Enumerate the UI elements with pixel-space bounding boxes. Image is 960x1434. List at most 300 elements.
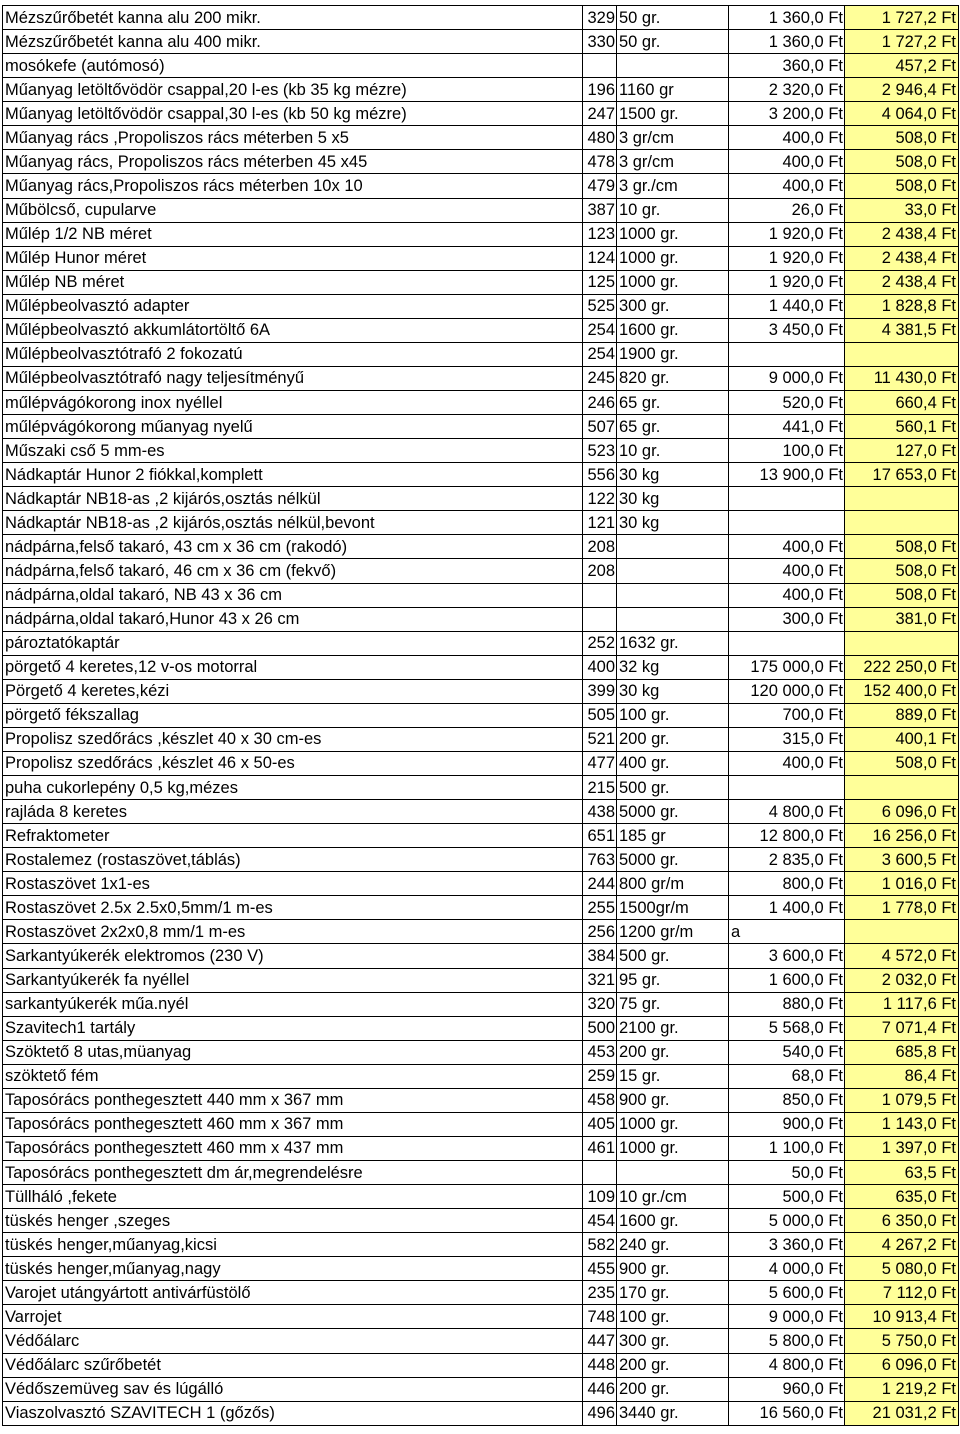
product-name-cell: tüskés henger ,szeges <box>3 1209 583 1233</box>
weight-cell: 1000 gr. <box>617 246 729 270</box>
table-row <box>3 1257 959 1281</box>
gross-price-cell: 508,0 Ft <box>845 174 959 198</box>
item-code-cell: 507 <box>583 415 617 439</box>
weight-cell: 1000 gr. <box>617 1112 729 1136</box>
net-price-cell: 3 600,0 Ft <box>729 944 845 968</box>
weight-cell: 200 gr. <box>617 1377 729 1401</box>
item-code-cell <box>583 583 617 607</box>
item-code-cell: 122 <box>583 487 617 511</box>
product-name-cell: Nádkaptár NB18-as ,2 kijárós,osztás nélkül <box>3 487 583 511</box>
product-name-cell: Műanyag rács,Propoliszos rács méterben 10x 10 <box>3 174 583 198</box>
table-row <box>3 150 959 174</box>
weight-cell: 900 gr. <box>617 1088 729 1112</box>
gross-price-cell: 1 727,2 Ft <box>845 30 959 54</box>
table-row <box>3 222 959 246</box>
product-name-cell: Műlépbeolvasztó akkumlátortöltő 6A <box>3 318 583 342</box>
gross-price-cell: 2 946,4 Ft <box>845 78 959 102</box>
gross-price-cell <box>845 631 959 655</box>
net-price-cell: 9 000,0 Ft <box>729 1305 845 1329</box>
gross-price-cell: 6 096,0 Ft <box>845 1353 959 1377</box>
item-code-cell: 478 <box>583 150 617 174</box>
weight-cell: 200 gr. <box>617 1353 729 1377</box>
net-price-cell: 9 000,0 Ft <box>729 366 845 390</box>
gross-price-cell <box>845 920 959 944</box>
gross-price-cell: 400,1 Ft <box>845 727 959 751</box>
product-name-cell: Műanyag rács, Propoliszos rács méterben 45 x45 <box>3 150 583 174</box>
net-price-cell: 68,0 Ft <box>729 1064 845 1088</box>
product-name-cell: Nádkaptár Hunor 2 fiókkal,komplett <box>3 463 583 487</box>
item-code-cell: 320 <box>583 992 617 1016</box>
net-price-cell: 960,0 Ft <box>729 1377 845 1401</box>
product-name-cell: Mézszűrőbetét kanna alu 200 mikr. <box>3 6 583 30</box>
weight-cell: 1900 gr. <box>617 342 729 366</box>
item-code-cell: 254 <box>583 318 617 342</box>
table-row <box>3 1064 959 1088</box>
net-price-cell: 1 400,0 Ft <box>729 896 845 920</box>
weight-cell: 900 gr. <box>617 1257 729 1281</box>
product-name-cell: Nádkaptár NB18-as ,2 kijárós,osztás nélkül,bevont <box>3 511 583 535</box>
net-price-cell: 26,0 Ft <box>729 198 845 222</box>
product-name-cell: Refraktometer <box>3 824 583 848</box>
product-name-cell: Védőálarc <box>3 1329 583 1353</box>
item-code-cell: 321 <box>583 968 617 992</box>
gross-price-cell: 7 112,0 Ft <box>845 1281 959 1305</box>
table-row <box>3 174 959 198</box>
weight-cell: 1600 gr. <box>617 318 729 342</box>
table-row <box>3 631 959 655</box>
net-price-cell: 13 900,0 Ft <box>729 463 845 487</box>
item-code-cell: 448 <box>583 1353 617 1377</box>
net-price-cell: 1 100,0 Ft <box>729 1136 845 1160</box>
product-name-cell: Műlép NB méret <box>3 270 583 294</box>
table-row <box>3 415 959 439</box>
item-code-cell: 235 <box>583 1281 617 1305</box>
table-row <box>3 920 959 944</box>
table-row <box>3 126 959 150</box>
weight-cell: 75 gr. <box>617 992 729 1016</box>
table-row <box>3 30 959 54</box>
item-code-cell: 447 <box>583 1329 617 1353</box>
item-code-cell: 461 <box>583 1136 617 1160</box>
table-row <box>3 78 959 102</box>
net-price-cell: 4 000,0 Ft <box>729 1257 845 1281</box>
gross-price-cell: 3 600,5 Ft <box>845 848 959 872</box>
item-code-cell: 763 <box>583 848 617 872</box>
product-name-cell: Tüllháló ,fekete <box>3 1185 583 1209</box>
table-row <box>3 583 959 607</box>
weight-cell <box>617 1161 729 1185</box>
item-code-cell: 400 <box>583 655 617 679</box>
gross-price-cell: 5 080,0 Ft <box>845 1257 959 1281</box>
weight-cell: 300 gr. <box>617 294 729 318</box>
table-row <box>3 1209 959 1233</box>
product-name-cell: Műanyag letöltővödör csappal,30 l-es (kb 50 kg mézre) <box>3 102 583 126</box>
weight-cell: 3 gr./cm <box>617 174 729 198</box>
net-price-cell: 400,0 Ft <box>729 751 845 775</box>
weight-cell: 400 gr. <box>617 751 729 775</box>
table-row <box>3 800 959 824</box>
weight-cell <box>617 607 729 631</box>
gross-price-cell <box>845 342 959 366</box>
table-row <box>3 6 959 30</box>
gross-price-cell: 508,0 Ft <box>845 559 959 583</box>
net-price-cell: 400,0 Ft <box>729 150 845 174</box>
net-price-cell: 1 920,0 Ft <box>729 246 845 270</box>
item-code-cell: 259 <box>583 1064 617 1088</box>
weight-cell: 1200 gr/m <box>617 920 729 944</box>
product-name-cell: Propolisz szedőrács ,készlet 40 x 30 cm-es <box>3 727 583 751</box>
item-code-cell: 123 <box>583 222 617 246</box>
gross-price-cell: 222 250,0 Ft <box>845 655 959 679</box>
weight-cell: 50 gr. <box>617 6 729 30</box>
gross-price-cell: 1 143,0 Ft <box>845 1112 959 1136</box>
item-code-cell <box>583 607 617 631</box>
table-row <box>3 1281 959 1305</box>
weight-cell: 1500 gr. <box>617 102 729 126</box>
gross-price-cell: 381,0 Ft <box>845 607 959 631</box>
gross-price-cell: 1 117,6 Ft <box>845 992 959 1016</box>
weight-cell: 1000 gr. <box>617 270 729 294</box>
table-row <box>3 318 959 342</box>
net-price-cell: 5 800,0 Ft <box>729 1329 845 1353</box>
item-code-cell: 244 <box>583 872 617 896</box>
item-code-cell: 255 <box>583 896 617 920</box>
table-row <box>3 679 959 703</box>
gross-price-cell: 508,0 Ft <box>845 535 959 559</box>
net-price-cell: 400,0 Ft <box>729 535 845 559</box>
table-row <box>3 1329 959 1353</box>
product-name-cell: Szöktető 8 utas,müanyag <box>3 1040 583 1064</box>
gross-price-cell: 86,4 Ft <box>845 1064 959 1088</box>
weight-cell: 1600 gr. <box>617 1209 729 1233</box>
table-row <box>3 968 959 992</box>
item-code-cell: 446 <box>583 1377 617 1401</box>
net-price-cell: 5 568,0 Ft <box>729 1016 845 1040</box>
weight-cell: 1160 gr <box>617 78 729 102</box>
gross-price-cell: 2 438,4 Ft <box>845 246 959 270</box>
item-code-cell: 556 <box>583 463 617 487</box>
table-row <box>3 727 959 751</box>
item-code-cell: 208 <box>583 559 617 583</box>
item-code-cell: 438 <box>583 800 617 824</box>
gross-price-cell: 4 064,0 Ft <box>845 102 959 126</box>
weight-cell: 1000 gr. <box>617 1136 729 1160</box>
weight-cell: 32 kg <box>617 655 729 679</box>
gross-price-cell <box>845 511 959 535</box>
net-price-cell: 540,0 Ft <box>729 1040 845 1064</box>
net-price-cell: 441,0 Ft <box>729 415 845 439</box>
table-row <box>3 1088 959 1112</box>
product-name-cell: műlépvágókorong inox nyéllel <box>3 391 583 415</box>
product-name-cell: pörgető fékszallag <box>3 703 583 727</box>
table-row <box>3 391 959 415</box>
gross-price-cell: 457,2 Ft <box>845 54 959 78</box>
net-price-cell <box>729 776 845 800</box>
product-name-cell: mosókefe (autómosó) <box>3 54 583 78</box>
net-price-cell: 1 920,0 Ft <box>729 270 845 294</box>
net-price-cell: 3 450,0 Ft <box>729 318 845 342</box>
gross-price-cell: 10 913,4 Ft <box>845 1305 959 1329</box>
gross-price-cell: 16 256,0 Ft <box>845 824 959 848</box>
item-code-cell: 247 <box>583 102 617 126</box>
net-price-cell: 50,0 Ft <box>729 1161 845 1185</box>
net-price-cell: 120 000,0 Ft <box>729 679 845 703</box>
net-price-cell: 100,0 Ft <box>729 439 845 463</box>
weight-cell: 10 gr. <box>617 198 729 222</box>
item-code-cell: 254 <box>583 342 617 366</box>
net-price-cell: 360,0 Ft <box>729 54 845 78</box>
product-name-cell: Varrojet <box>3 1305 583 1329</box>
table-row <box>3 1401 959 1425</box>
net-price-cell <box>729 342 845 366</box>
item-code-cell: 252 <box>583 631 617 655</box>
net-price-cell: 700,0 Ft <box>729 703 845 727</box>
weight-cell <box>617 54 729 78</box>
table-row <box>3 342 959 366</box>
item-code-cell: 256 <box>583 920 617 944</box>
product-name-cell: Pörgető 4 keretes,kézi <box>3 679 583 703</box>
gross-price-cell: 1 219,2 Ft <box>845 1377 959 1401</box>
item-code-cell: 215 <box>583 776 617 800</box>
weight-cell: 2100 gr. <box>617 1016 729 1040</box>
item-code-cell: 405 <box>583 1112 617 1136</box>
table-row <box>3 559 959 583</box>
table-row <box>3 992 959 1016</box>
table-row <box>3 776 959 800</box>
gross-price-cell: 2 438,4 Ft <box>845 270 959 294</box>
product-name-cell: rajláda 8 keretes <box>3 800 583 824</box>
net-price-cell: 2 320,0 Ft <box>729 78 845 102</box>
weight-cell: 170 gr. <box>617 1281 729 1305</box>
gross-price-cell: 152 400,0 Ft <box>845 679 959 703</box>
table-row <box>3 198 959 222</box>
net-price-cell <box>729 511 845 535</box>
table-row <box>3 102 959 126</box>
product-name-cell: Védőszemüveg sav és lúgálló <box>3 1377 583 1401</box>
weight-cell: 1000 gr. <box>617 222 729 246</box>
weight-cell: 30 kg <box>617 463 729 487</box>
product-name-cell: Műlépbeolvasztó adapter <box>3 294 583 318</box>
product-name-cell: Mézszűrőbetét kanna alu 400 mikr. <box>3 30 583 54</box>
product-name-cell: nádpárna,felső takaró, 46 cm x 36 cm (fekvő) <box>3 559 583 583</box>
table-row <box>3 511 959 535</box>
item-code-cell: 479 <box>583 174 617 198</box>
product-name-cell: tüskés henger,műanyag,kicsi <box>3 1233 583 1257</box>
net-price-cell: 900,0 Ft <box>729 1112 845 1136</box>
gross-price-cell: 635,0 Ft <box>845 1185 959 1209</box>
price-list-body <box>3 6 959 1426</box>
item-code-cell: 458 <box>583 1088 617 1112</box>
weight-cell: 820 gr. <box>617 366 729 390</box>
item-code-cell: 384 <box>583 944 617 968</box>
product-name-cell: Rostaszövet 2.5x 2.5x0,5mm/1 m-es <box>3 896 583 920</box>
item-code-cell: 500 <box>583 1016 617 1040</box>
net-price-cell: 175 000,0 Ft <box>729 655 845 679</box>
table-row <box>3 824 959 848</box>
item-code-cell: 521 <box>583 727 617 751</box>
item-code-cell: 329 <box>583 6 617 30</box>
product-name-cell: Sarkantyúkerék elektromos (230 V) <box>3 944 583 968</box>
net-price-cell: 400,0 Ft <box>729 583 845 607</box>
item-code-cell: 121 <box>583 511 617 535</box>
net-price-cell: 1 920,0 Ft <box>729 222 845 246</box>
table-row <box>3 1040 959 1064</box>
product-name-cell: tüskés henger,műanyag,nagy <box>3 1257 583 1281</box>
weight-cell: 240 gr. <box>617 1233 729 1257</box>
table-row <box>3 1233 959 1257</box>
net-price-cell: 300,0 Ft <box>729 607 845 631</box>
weight-cell: 5000 gr. <box>617 848 729 872</box>
net-price-cell: 400,0 Ft <box>729 559 845 583</box>
net-price-cell: 5 600,0 Ft <box>729 1281 845 1305</box>
product-name-cell: pároztatókaptár <box>3 631 583 655</box>
net-price-cell: 3 360,0 Ft <box>729 1233 845 1257</box>
gross-price-cell: 508,0 Ft <box>845 583 959 607</box>
item-code-cell: 582 <box>583 1233 617 1257</box>
net-price-cell: 880,0 Ft <box>729 992 845 1016</box>
table-row <box>3 487 959 511</box>
item-code-cell: 245 <box>583 366 617 390</box>
table-row <box>3 1016 959 1040</box>
product-name-cell: Műlépbeolvasztótrafó nagy teljesítményű <box>3 366 583 390</box>
gross-price-cell: 1 397,0 Ft <box>845 1136 959 1160</box>
gross-price-cell: 6 350,0 Ft <box>845 1209 959 1233</box>
item-code-cell: 109 <box>583 1185 617 1209</box>
net-price-cell: 2 835,0 Ft <box>729 848 845 872</box>
table-row <box>3 655 959 679</box>
gross-price-cell: 1 079,5 Ft <box>845 1088 959 1112</box>
net-price-cell: 1 440,0 Ft <box>729 294 845 318</box>
item-code-cell: 125 <box>583 270 617 294</box>
weight-cell: 30 kg <box>617 511 729 535</box>
item-code-cell: 453 <box>583 1040 617 1064</box>
weight-cell: 10 gr./cm <box>617 1185 729 1209</box>
table-row <box>3 1185 959 1209</box>
product-name-cell: Taposórács ponthegesztett 460 mm x 437 mm <box>3 1136 583 1160</box>
weight-cell: 300 gr. <box>617 1329 729 1353</box>
item-code-cell: 454 <box>583 1209 617 1233</box>
item-code-cell: 387 <box>583 198 617 222</box>
gross-price-cell: 63,5 Ft <box>845 1161 959 1185</box>
weight-cell: 95 gr. <box>617 968 729 992</box>
weight-cell: 200 gr. <box>617 1040 729 1064</box>
net-price-cell: 12 800,0 Ft <box>729 824 845 848</box>
net-price-cell: 1 360,0 Ft <box>729 30 845 54</box>
table-row <box>3 896 959 920</box>
product-name-cell: Műbölcső, cupularve <box>3 198 583 222</box>
gross-price-cell <box>845 776 959 800</box>
net-price-cell: 4 800,0 Ft <box>729 1353 845 1377</box>
table-row <box>3 1353 959 1377</box>
item-code-cell: 525 <box>583 294 617 318</box>
item-code-cell <box>583 1161 617 1185</box>
gross-price-cell: 508,0 Ft <box>845 150 959 174</box>
product-name-cell: nádpárna,felső takaró, 43 cm x 36 cm (rakodó) <box>3 535 583 559</box>
gross-price-cell: 4 267,2 Ft <box>845 1233 959 1257</box>
product-name-cell: puha cukorlepény 0,5 kg,mézes <box>3 776 583 800</box>
net-price-cell: 16 560,0 Ft <box>729 1401 845 1425</box>
item-code-cell: 208 <box>583 535 617 559</box>
weight-cell <box>617 559 729 583</box>
table-row <box>3 1136 959 1160</box>
gross-price-cell: 508,0 Ft <box>845 751 959 775</box>
product-name-cell: nádpárna,oldal takaró,Hunor 43 x 26 cm <box>3 607 583 631</box>
weight-cell: 15 gr. <box>617 1064 729 1088</box>
gross-price-cell: 21 031,2 Ft <box>845 1401 959 1425</box>
table-row <box>3 751 959 775</box>
gross-price-cell: 508,0 Ft <box>845 126 959 150</box>
table-row <box>3 535 959 559</box>
gross-price-cell: 1 016,0 Ft <box>845 872 959 896</box>
product-name-cell: szöktető fém <box>3 1064 583 1088</box>
item-code-cell <box>583 54 617 78</box>
weight-cell: 65 gr. <box>617 391 729 415</box>
table-row <box>3 872 959 896</box>
table-row <box>3 1305 959 1329</box>
weight-cell: 30 kg <box>617 487 729 511</box>
table-row <box>3 294 959 318</box>
weight-cell: 3 gr/cm <box>617 126 729 150</box>
item-code-cell: 330 <box>583 30 617 54</box>
weight-cell: 3 gr/cm <box>617 150 729 174</box>
weight-cell: 1500gr/m <box>617 896 729 920</box>
net-price-cell: 3 200,0 Ft <box>729 102 845 126</box>
item-code-cell: 477 <box>583 751 617 775</box>
gross-price-cell <box>845 487 959 511</box>
weight-cell: 500 gr. <box>617 776 729 800</box>
item-code-cell: 496 <box>583 1401 617 1425</box>
table-row <box>3 1112 959 1136</box>
gross-price-cell: 7 071,4 Ft <box>845 1016 959 1040</box>
weight-cell: 65 gr. <box>617 415 729 439</box>
table-row <box>3 439 959 463</box>
table-row <box>3 848 959 872</box>
weight-cell: 30 kg <box>617 679 729 703</box>
product-name-cell: Műlép Hunor méret <box>3 246 583 270</box>
gross-price-cell: 11 430,0 Ft <box>845 366 959 390</box>
table-row <box>3 944 959 968</box>
product-name-cell: Taposórács ponthegesztett 440 mm x 367 mm <box>3 1088 583 1112</box>
table-row <box>3 366 959 390</box>
product-name-cell: Taposórács ponthegesztett 460 mm x 367 mm <box>3 1112 583 1136</box>
net-price-cell <box>729 487 845 511</box>
gross-price-cell: 5 750,0 Ft <box>845 1329 959 1353</box>
product-name-cell: Műlépbeolvasztótrafó 2 fokozatú <box>3 342 583 366</box>
product-name-cell: Szavitech1 tartály <box>3 1016 583 1040</box>
product-name-cell: nádpárna,oldal takaró, NB 43 x 36 cm <box>3 583 583 607</box>
weight-cell <box>617 583 729 607</box>
item-code-cell: 748 <box>583 1305 617 1329</box>
gross-price-cell: 6 096,0 Ft <box>845 800 959 824</box>
product-name-cell: Védőálarc szűrőbetét <box>3 1353 583 1377</box>
gross-price-cell: 685,8 Ft <box>845 1040 959 1064</box>
net-price-cell: 500,0 Ft <box>729 1185 845 1209</box>
weight-cell: 10 gr. <box>617 439 729 463</box>
gross-price-cell: 17 653,0 Ft <box>845 463 959 487</box>
weight-cell: 100 gr. <box>617 1305 729 1329</box>
net-price-cell: 315,0 Ft <box>729 727 845 751</box>
product-name-cell: Rostaszövet 1x1-es <box>3 872 583 896</box>
net-price-cell: 4 800,0 Ft <box>729 800 845 824</box>
net-price-cell: 400,0 Ft <box>729 174 845 198</box>
net-price-cell: a <box>729 920 845 944</box>
gross-price-cell: 1 727,2 Ft <box>845 6 959 30</box>
product-name-cell: Viaszolvasztó SZAVITECH 1 (gőzős) <box>3 1401 583 1425</box>
item-code-cell: 480 <box>583 126 617 150</box>
product-name-cell: Sarkantyúkerék fa nyéllel <box>3 968 583 992</box>
item-code-cell: 399 <box>583 679 617 703</box>
weight-cell: 500 gr. <box>617 944 729 968</box>
